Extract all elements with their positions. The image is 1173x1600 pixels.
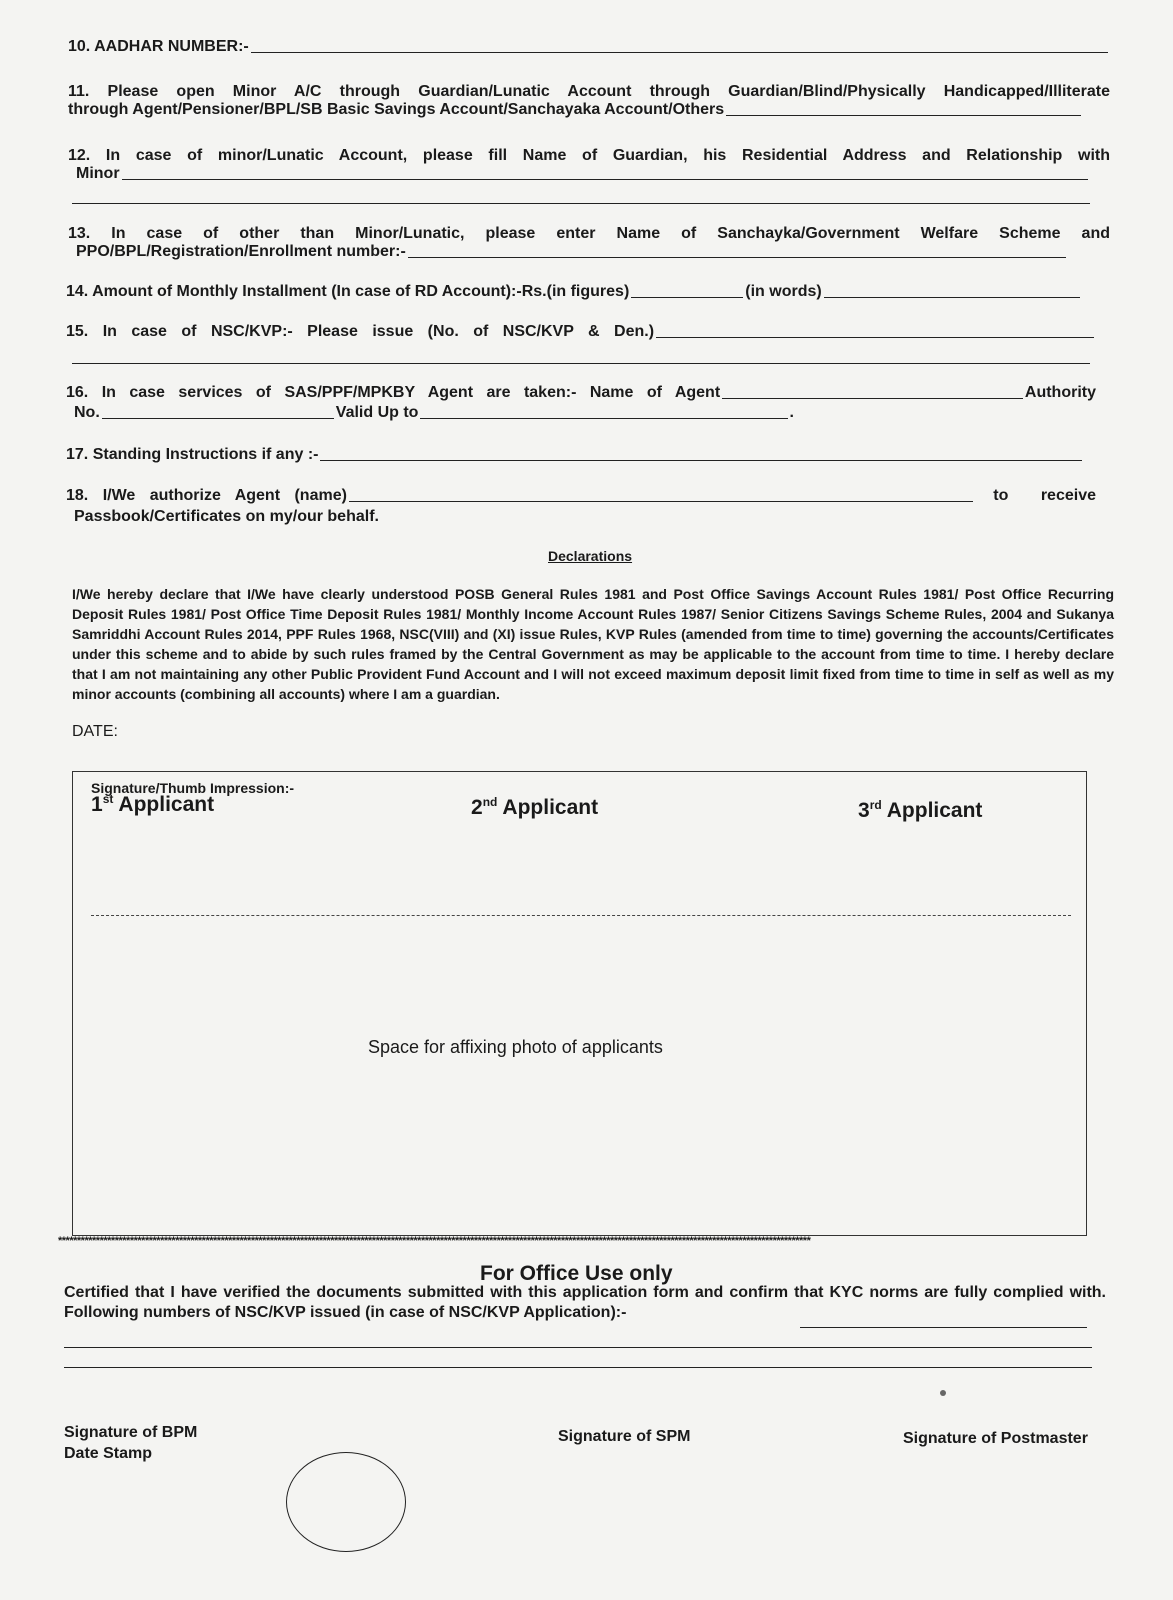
q12-extra-line[interactable]	[72, 203, 1090, 204]
q18-row1	[66, 487, 1096, 505]
spm-signature-label: Signature of SPM	[558, 1428, 691, 1445]
q11-label: through Agent/Pensioner/BPL/SB Basic Savings Account/Sanchayaka Account/Others	[68, 101, 725, 118]
q14-label: 14. Amount of Monthly Installment (In case of RD Account):-Rs.(in figures)	[66, 283, 630, 300]
applicant-2-label: 2nd Applicant	[471, 795, 599, 819]
declarations-title: Declarations	[548, 548, 633, 564]
office-line-2[interactable]	[64, 1367, 1092, 1368]
q16-valid-label: Valid Up to	[335, 404, 419, 421]
declarations-text: I/We hereby declare that I/We have clearly understood POSB General Rules 1981 and Post Office Savings Account Rules 1981/ Post Office Recurring Deposit Rules 1981/ Post Office Time Deposit Rules 1981/ Monthly Income Account Rules 1987/ Senior Citizens Savings Scheme Rules, 2004 and Sukanya Samriddhi Account Rules 2014, PPF Rules 1968, NSC(VIII) and (XI) issue Rules, KVP Rules (amended from time to time) governing the accounts/Certificates under this scheme and to abide by such rules framed by the Central Government as may be applicable to the account from time to time. I hereby declare that I am not maintaining any other Public Provident Fund Account and I will not exceed maximum deposit limit fixed from time to time in self as well as my minor accounts (combining all accounts) where I am a guardian.	[72, 586, 1114, 702]
q12-label: Minor	[76, 165, 120, 182]
q15-label: 15. In case of NSC/KVP:- Please issue (No. of NSC/KVP & Den.)	[66, 323, 655, 340]
date-label: DATE:	[72, 723, 118, 740]
postmaster-signature-label: Signature of Postmaster	[903, 1430, 1088, 1447]
office-use-text: Certified that I have verified the documents submitted with this application form and confirm that KYC norms are fully complied with. Following numbers of NSC/KVP issued (in case of NSC/KVP Application):-	[64, 1284, 1106, 1321]
q17-label: 17. Standing Instructions if any :-	[66, 446, 319, 463]
q16-no-label: No.	[74, 404, 100, 421]
q18-agent-field[interactable]	[349, 501, 973, 502]
q13-line1: 13. In case of other than Minor/Lunatic, please enter Name of Sanchayka/Government Welfare Scheme and	[68, 225, 1110, 242]
q13-label: PPO/BPL/Registration/Enrollment number:-	[76, 243, 406, 260]
signature-dashed-line	[91, 915, 1071, 916]
q12-field[interactable]	[122, 179, 1088, 180]
q16-valid-field[interactable]	[420, 418, 787, 419]
q18-line2: Passbook/Certificates on my/our behalf.	[74, 508, 379, 525]
applicant-3-label: 3rd Applicant	[858, 798, 983, 822]
q13-row	[76, 243, 1068, 261]
q16-authority-field[interactable]	[102, 418, 334, 419]
date-stamp-circle	[286, 1452, 406, 1552]
applicant-1-label: 1st Applicant	[91, 792, 215, 816]
q15-row	[66, 323, 1096, 341]
bpm-signature-label: Signature of BPM Date Stamp	[64, 1424, 198, 1462]
q17-field[interactable]	[320, 460, 1082, 461]
q16-agent-field[interactable]	[722, 398, 1023, 399]
office-line-1[interactable]	[64, 1347, 1092, 1348]
signature-photo-box[interactable]	[72, 771, 1087, 1236]
q12-line1: 12. In case of minor/Lunatic Account, please fill Name of Guardian, his Residential Address and Relationship with	[68, 147, 1110, 164]
q16-row2	[74, 404, 794, 422]
q16-period: .	[789, 404, 794, 421]
q18-label: 18. I/We authorize Agent (name)	[66, 487, 347, 504]
photo-space-label: Space for affixing photo of applicants	[368, 1037, 663, 1057]
q16-authority-label: Authority	[1024, 384, 1096, 401]
q13-field[interactable]	[408, 257, 1066, 258]
signature-label: Signature/Thumb Impression:-	[91, 780, 295, 796]
q18-receive-label: to receive	[993, 487, 1096, 504]
q11-line1: 11. Please open Minor A/C through Guardian/Lunatic Account through Guardian/Blind/Physically Handicapped/Illiterate	[68, 83, 1110, 100]
q11-field[interactable]	[726, 115, 1081, 116]
q15-field[interactable]	[656, 337, 1094, 338]
paper-speck	[940, 1390, 946, 1396]
q10-field[interactable]	[251, 52, 1108, 53]
q14-words-field[interactable]	[824, 297, 1080, 298]
office-nsc-field[interactable]	[800, 1327, 1087, 1328]
q16-label: 16. In case services of SAS/PPF/MPKBY Agent are taken:- Name of Agent	[66, 384, 721, 401]
star-separator: *******************************************************************************************************************************************************************************************************	[58, 1235, 811, 1247]
office-use-title: For Office Use only	[480, 1262, 673, 1285]
q12-row	[76, 165, 1090, 183]
q10-label: 10. AADHAR NUMBER:-	[68, 38, 249, 55]
q14-row	[66, 283, 1082, 301]
q16-row1	[66, 384, 1096, 402]
q17-row	[66, 446, 1084, 464]
q15-extra-line[interactable]	[72, 363, 1090, 364]
q14-words-label: (in words)	[745, 283, 822, 300]
q10-row	[68, 38, 1110, 56]
q11-row	[68, 101, 1083, 119]
q14-figures-field[interactable]	[631, 297, 743, 298]
